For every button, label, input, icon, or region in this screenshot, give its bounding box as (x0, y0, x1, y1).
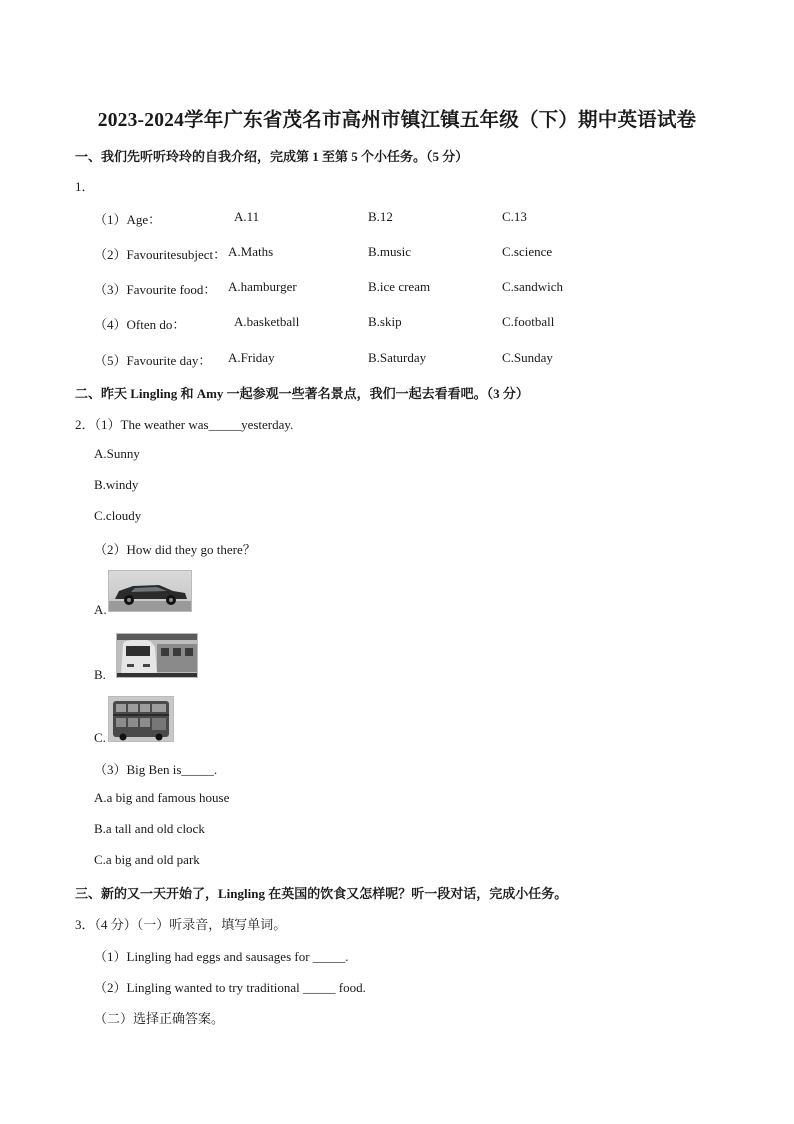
option-c-label: C. (94, 730, 106, 745)
question-2-1: 2．（1）The weather was_____yesterday. (75, 417, 294, 432)
row-label: （5）Favourite day： (94, 353, 212, 368)
question-3: 3．（4 分）（一）听录音，填写单词。 (75, 917, 287, 932)
section-3-heading: 三、新的又一天开始了，Lingling 在英国的饮食又怎样呢？听一段对话，完成小任务。 (75, 886, 568, 901)
question-2-2: （2）How did they go there？ (94, 542, 256, 557)
question-2-3: （3）Big Ben is_____. (94, 762, 218, 777)
option-c: C.cloudy (94, 508, 142, 523)
row-label: （3）Favourite food： (94, 282, 217, 297)
bus-photo (108, 696, 174, 742)
section-1-heading: 一、我们先听听玲玲的自我介绍，完成第 1 至第 5 个小任务。（5 分） (75, 149, 469, 164)
car-icon (109, 571, 191, 611)
option-b: B.Saturday (368, 350, 427, 365)
question-1-number: 1． (75, 179, 95, 194)
option-a: A.11 (234, 209, 260, 224)
option-c: C.sandwich (502, 279, 564, 294)
option-a: A.hamburger (228, 279, 297, 294)
row-label: （2）Favouritesubject： (94, 247, 227, 262)
option-b-label: B. (94, 667, 106, 682)
option-b: B.windy (94, 477, 139, 492)
option-c: C.13 (502, 209, 527, 224)
car-photo (108, 570, 192, 612)
train-icon (117, 634, 197, 677)
option-a: A.a big and famous house (94, 790, 230, 805)
option-c: C.a big and old park (94, 852, 200, 867)
option-a: A.Maths (228, 244, 274, 259)
option-a: A.basketball (234, 314, 300, 329)
option-a: A.Friday (228, 350, 275, 365)
option-a: A.Sunny (94, 446, 140, 461)
option-b: B.12 (368, 209, 393, 224)
row-label: （4）Often do： (94, 317, 186, 332)
option-c: C.science (502, 244, 553, 259)
option-b: B.music (368, 244, 411, 259)
option-c: C.football (502, 314, 555, 329)
train-photo (116, 633, 198, 678)
option-c: C.Sunday (502, 350, 553, 365)
question-3-line: （2）Lingling wanted to try traditional _____ food. (94, 980, 366, 995)
bus-icon (109, 697, 173, 741)
question-3-line: （1）Lingling had eggs and sausages for _____. (94, 949, 349, 964)
question-3-line: （二）选择正确答案。 (94, 1011, 225, 1026)
option-a-label: A. (94, 602, 107, 617)
page-title: 2023-2024学年广东省茂名市高州市镇江镇五年级（下）期中英语试卷 (97, 110, 697, 131)
option-b: B.ice cream (368, 279, 431, 294)
option-b: B.a tall and old clock (94, 821, 205, 836)
section-2-heading: 二、昨天 Lingling 和 Amy 一起参观一些著名景点，我们一起去看看吧。（3 分） (75, 386, 529, 401)
option-b: B.skip (368, 314, 402, 329)
row-label: （1）Age： (94, 212, 162, 227)
